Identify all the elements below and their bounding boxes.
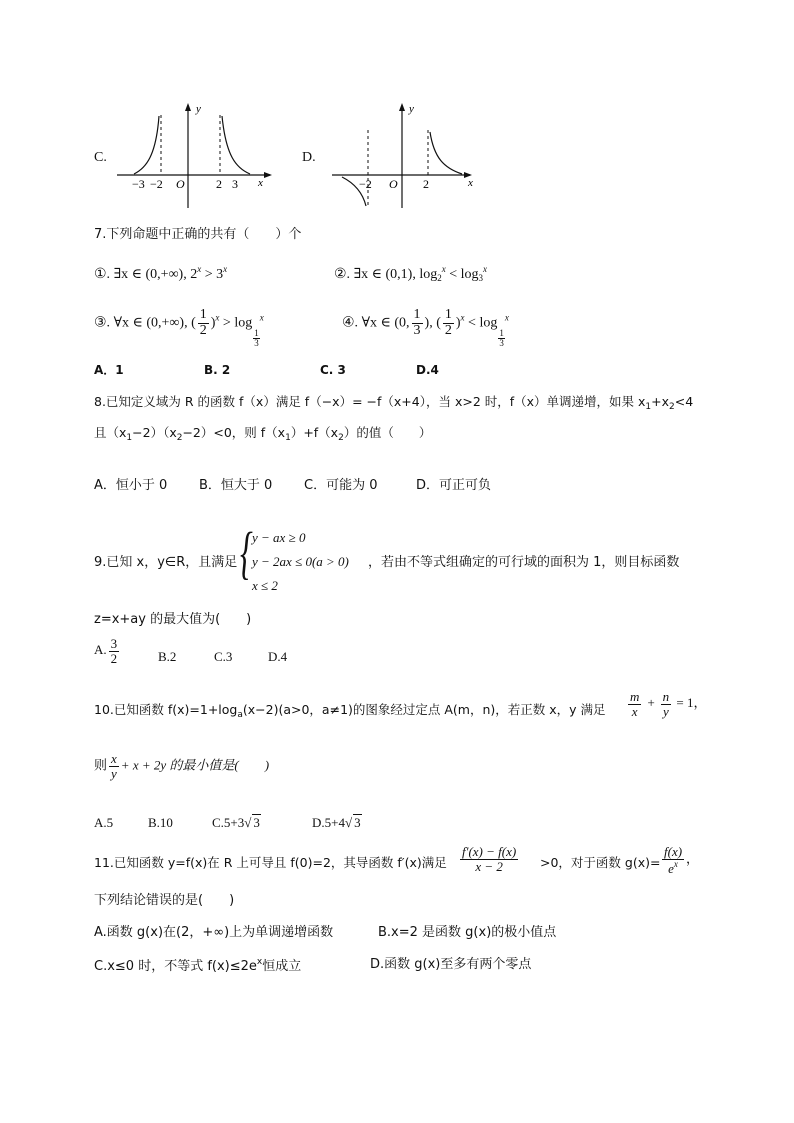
q11-g-fraction: $\frac{f(x)}{e^x}$ ， [664, 844, 700, 876]
q7-answer-b: B. 2 [204, 363, 231, 377]
q8-line1: 8.已知定义域为 R 的函数 f（x）满足 f（−x）= −f（x+4），当 x>2 时，f（x）单调递增，如果 $x_1+x_2<4$ [94, 394, 694, 412]
q9-constraint-system [240, 520, 349, 598]
q8-answer-b: B．恒大于 0 [199, 478, 273, 493]
graph-d-origin: O [389, 177, 398, 191]
q9-answer-c: C.3 [214, 649, 233, 664]
q9-row3: x ≤ 2 [252, 578, 278, 593]
q10-answer-d: D.5+4√ 3 [312, 815, 361, 830]
q7-opt2-num: ②. [334, 267, 351, 282]
q11-line2: 下列结论错误的是( ) [94, 893, 235, 908]
q10-answer-c: C.5+3√ 3 [212, 815, 260, 830]
q10-answer-a: A.5 [94, 815, 114, 830]
graph-c-tick-2: 2 [216, 177, 222, 191]
q11-option-b: B.x=2 是函数 g(x)的极小值点 [378, 925, 557, 940]
q11-fraction: $\frac{f'(x) - f(x)}{x - 2}$ [462, 844, 517, 874]
q7-option-3: ③. ∀x ∈ (0,+∞), ( $\frac{1}{2}$ )$^x$ > log $\frac{1}{3}$ $^x$ [94, 307, 264, 349]
q8-line2: 且$(x_1-2)(x_2-2)<0$，则 $f(x_1)+f(x_2)$的值（ ） [94, 425, 432, 443]
q9-pre: 9.已知 x，y∈R，且满足 [94, 555, 238, 570]
graph-d-tick-2: 2 [423, 177, 429, 191]
q11-option-c: C.x≤0 时，不等式 $f(x)\le 2e^x$恒成立 [94, 957, 302, 974]
option-c-label: C. [94, 150, 107, 165]
graph-d-curve-right [430, 132, 462, 174]
graph-c-origin: O [176, 177, 185, 191]
q11-option-d: D.函数 g(x)至多有两个零点 [370, 957, 532, 972]
q11-pre: 11.已知函数 y=f(x)在 R 上可导且 f(0)=2，其导函数 f′(x)满足 [94, 855, 447, 870]
graph-c-x-arrow [264, 172, 272, 178]
graph-c-tick-neg3: −3 [132, 177, 145, 191]
graph-c [112, 100, 282, 212]
q8-answer-c: C．可能为 0 [304, 478, 378, 493]
q7-opt1-num: ①. [94, 267, 111, 282]
q9-row2: y − 2ax ≤ 0(a > 0) [252, 554, 349, 569]
q11-option-a: A.函数 g(x)在(2，+∞)上为单调递增函数 [94, 925, 334, 940]
q9-row1: y − ax ≥ 0 [252, 530, 306, 545]
q9-line2: z=x+ay 的最大值为( ) [94, 612, 252, 627]
q10-answer-b: B.10 [148, 815, 173, 830]
q7-answer-a: A．1 [94, 363, 124, 377]
graph-c-tick-3: 3 [232, 177, 238, 191]
q7-answer-d: D.4 [416, 363, 439, 377]
graph-d [322, 100, 482, 212]
q8-answer-a: A．恒小于 0 [94, 478, 168, 493]
q9-answer-a: A. $\frac{3}{2}$ [94, 636, 118, 666]
q7-answer-c: C. 3 [320, 363, 346, 377]
graph-c-x-label: x [258, 177, 263, 189]
q7-stem: 7.下列命题中正确的共有（ ）个 [94, 227, 302, 242]
q10-equation: $\frac{m}{x}$ + $\frac{n}{y}$ = 1， [630, 689, 707, 719]
q11-mid: >0，对于函数 g(x)= [540, 855, 661, 870]
q10-line2: 则 $\frac{x}{y}$ + x + 2y 的最小值是( ) [94, 751, 270, 781]
q9-answer-d: D.4 [268, 649, 288, 664]
graph-c-tick-neg2: −2 [150, 177, 163, 191]
graph-c-y-label: y [196, 103, 201, 115]
graph-c-curve-left [134, 116, 159, 174]
q7-opt4-num: ④. [342, 315, 359, 331]
q8-answer-d: D．可正可负 [416, 478, 492, 493]
graph-d-y-label: y [409, 103, 414, 115]
q7-option-2: ②. ∃x ∈ (0,1), $\log_2^x < \log_3^x$ [334, 264, 488, 283]
graph-d-x-label: x [468, 177, 473, 189]
graph-d-tick-neg2: −2 [359, 177, 372, 191]
q9-brace: { [240, 520, 253, 585]
option-d-label: D. [302, 150, 316, 165]
q7-option-4: ④. ∀x ∈ (0, $\frac{1}{3}$ ), ( $\frac{1}{2}$ )$^x$ < log $\frac{1}{3}$ $^x$ [342, 307, 509, 349]
graph-d-y-arrow [399, 103, 405, 111]
q9-post: ，若由不等式组确定的可行域的面积为 1，则目标函数 [368, 555, 680, 570]
q10-line1: 10.已知函数 $f(x)=1+\log_a(x-2)(a>0$，a≠1)的图象经过定点 A(m，n)，若正数 x，y 满足 [94, 702, 606, 720]
q7-option-1: ①. ∃x ∈ (0,+∞), $2^x > 3^x$ [94, 264, 228, 282]
graph-c-curve-right [222, 116, 250, 174]
graph-c-y-arrow [185, 103, 191, 111]
q9-answer-b: B.2 [158, 649, 177, 664]
q7-opt3-num: ③. [94, 315, 111, 331]
